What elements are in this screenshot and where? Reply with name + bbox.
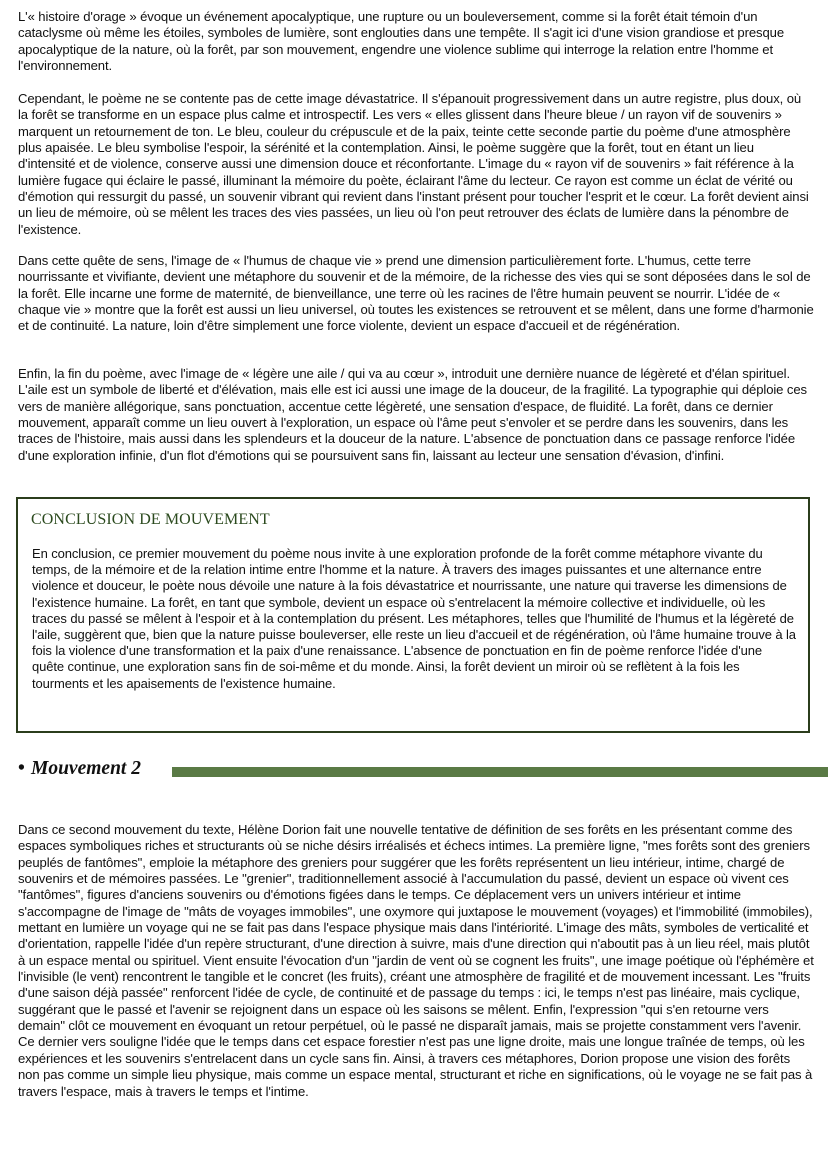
paragraph-humus: Dans cette quête de sens, l'image de « l'humus de chaque vie » prend une dimension particulièrement forte. L'humus, cette terre nourrissante et vivifiante, devient une métaphore du souvenir et de la mémoire, de la richesse des vies qui se sont déposées dans le sol de la forêt. Elle incarne une forme de maternité, de bienveillance, une terre où les racines de l'être humain peuvent se nourrir. L'idée de « chaque vie » montre que la forêt est aussi un lieu universel, où toutes les existences se retrouvent et se mêlent, dans une forme d'harmonie et de continuité. La nature, loin d'être simplement une force violente, devient un espace d'accueil et de régénération. xyxy=(18,253,814,334)
section-heading-row xyxy=(18,758,828,786)
conclusion-text: En conclusion, ce premier mouvement du poème nous invite à une exploration profonde de la forêt comme métaphore vivante du temps, de la mémoire et de la relation intime entre l'homme et la nature. À travers des images puissantes et une alternance entre violence et douceur, le poète nous dévoile une nature à la fois dévastatrice et nourrissante, une nature qui traverse les dimensions de l'existence humaine. La forêt, en tant que symbole, devient un espace où s'entrelacent la mémoire collective et individuelle, où les traces du passé se mêlent à l'espoir et à la contemplation du présent. Les métaphores, telles que l'humilité de l'humus et la légèreté de l'aile, suggèrent que, bien que la nature puisse bouleverser, elle reste un lieu d'accueil et de régénération, où l'âme humaine trouve à la fois la violence d'une transformation et la paix d'une renaissance. L'absence de ponctuation en fin de poème renforce l'idée d'une quête continue, une exploration sans fin de soi-même et du monde. Ainsi, la forêt devient un miroir où se reflètent à la fois les tourments et les apaisements de l'existence humaine. xyxy=(32,546,796,691)
conclusion-box xyxy=(16,497,810,733)
heading-divider-bar xyxy=(172,767,828,777)
section-heading: Mouvement 2 xyxy=(31,758,141,779)
paragraph-histoire-orage: L'« histoire d'orage » évoque un événement apocalyptique, une rupture ou un bouleversement, comme si la forêt était témoin d'un cataclysme où même les étoiles, symboles de lumière, sont englouties dans une tempête. Il s'agit ici d'une vision grandiose et presque apocalyptique de la nature, où la forêt, par son mouvement, engendre une violence sublime qui interroge la relation entre l'homme et l'environnement. xyxy=(18,9,785,74)
paragraph-mouvement-2: Dans ce second mouvement du texte, Hélène Dorion fait une nouvelle tentative de définition de ses forêts en les présentant comme des espaces symboliques riches et structurants où se niche désirs irréalisés et échecs intimes. La première ligne, "mes forêts sont des greniers peuplés de fantômes", emploie la métaphore des greniers pour suggérer que les forêts représentent un lieu intérieur, intime, chargé de souvenirs et de mémoires passées. Le "grenier", traditionnellement associé à l'accumulation du passé, devient un espace où vivent ces "fantômes", figures d'anciens souvenirs ou d'émotions figées dans le temps. Ce déplacement vers un univers intérieur et intime s'accompagne de l'image de "mâts de voyages immobiles", une oxymore qui juxtapose le mouvement (voyages) et l'immobilité (immobiles), mettant en lumière un voyage qui ne se fait pas dans l'espace physique mais dans l'intériorité. L'image des mâts, symboles de verticalité et d'orientation, rappelle l'idée d'un repère structurant, d'une direction à suivre, mais d'une direction qui n'aboutit pas à un lieu réel, mais plutôt à un espace mental ou spirituel. Vient ensuite l'évocation d'un "jardin de vent où se cognent les fruits", une image poétique où l'éphémère et l'invisible (le vent) rencontrent le tangible et le concret (les fruits), créant une atmosphère de fragilité et de mouvement incessant. Les "fruits d'une saison déjà passée" renforcent l'idée de cycle, de continuité et de passage du temps : ici, le temps n'est pas linéaire, mais cyclique, suggérant que le passé et l'avenir se rejoignent dans un espace où les saisons se mêlent. Enfin, l'expression "qui s'en retourne vers demain" clôt ce mouvement en évoquant un retour perpétuel, où le passé ne disparaît jamais, mais se projette constamment vers l'avenir. Ce dernier vers souligne l'idée que le temps dans cet espace forestier n'est pas une ligne droite, mais une longue traînée de temps, où les expériences et les souvenirs s'entrelacent dans un cycle sans fin. Ainsi, à travers ces métaphores, Dorion propose une vision des forêts non pas comme un simple lieu physique, mais comme un espace mental, structurant et riche en significations, où le voyage ne se fait pas à travers l'espace, mais à travers le temps et l'intime. xyxy=(18,822,814,1099)
conclusion-title: CONCLUSION DE MOUVEMENT xyxy=(31,511,270,528)
paragraph-heure-bleue: Cependant, le poème ne se contente pas de cette image dévastatrice. Il s'épanouit progressivement dans un autre registre, plus doux, où la forêt se transforme en un espace plus calme et introspectif. Les vers « elles glissent dans l'heure bleue / un rayon vif de souvenirs » marquent un retournement de ton. Le bleu, couleur du crépuscule et de la paix, teinte cette seconde partie du poème d'une atmosphère plus apaisée. Le bleu symbolise l'espoir, la sérénité et la contemplation. Ainsi, le poème suggère que la forêt, tout en étant un lieu d'intensité et de violence, conserve aussi une dimension douce et réconfortante. L'image du « rayon vif de souvenirs » fait référence à la lumière fugace qui éclaire le passé, illuminant la mémoire du poète, éclairant l'âme du lecteur. Ce rayon est comme un éclat de vérité ou d'émotion qui ressurgit du passé, un souvenir vibrant qui revient dans l'instant présent pour toucher l'esprit et le cœur. La forêt devient ainsi un lieu de mémoire, où se mêlent les traces des vies passées, un lieu où l'on peut retrouver des éclats de lumière dans la pénombre de l'existence. xyxy=(18,91,809,237)
paragraph-aile: Enfin, la fin du poème, avec l'image de « légère une aile / qui va au cœur », introduit une dernière nuance de légèreté et d'élan spirituel. L'aile est un symbole de liberté et d'élévation, mais elle est ici aussi une image de la douceur, de la fragilité. La typographie qui déploie ces vers de manière allégorique, sans ponctuation, accentue cette légèreté, une sensation d'espace, de fluidité. La forêt, dans ce dernier mouvement, apparaît comme un lieu ouvert à l'exploration, un espace où l'âme peut s'envoler et se perdre dans les souvenirs, dans les traces de l'histoire, mais aussi dans les splendeurs et la douceur de la nature. L'absence de ponctuation dans ce passage renforce l'idée d'une exploration infinie, d'un flot d'émotions qui se poursuivent sans fin, laissant au lecteur une sensation d'évasion, d'infini. xyxy=(18,366,807,463)
bullet-icon: • xyxy=(18,758,25,779)
